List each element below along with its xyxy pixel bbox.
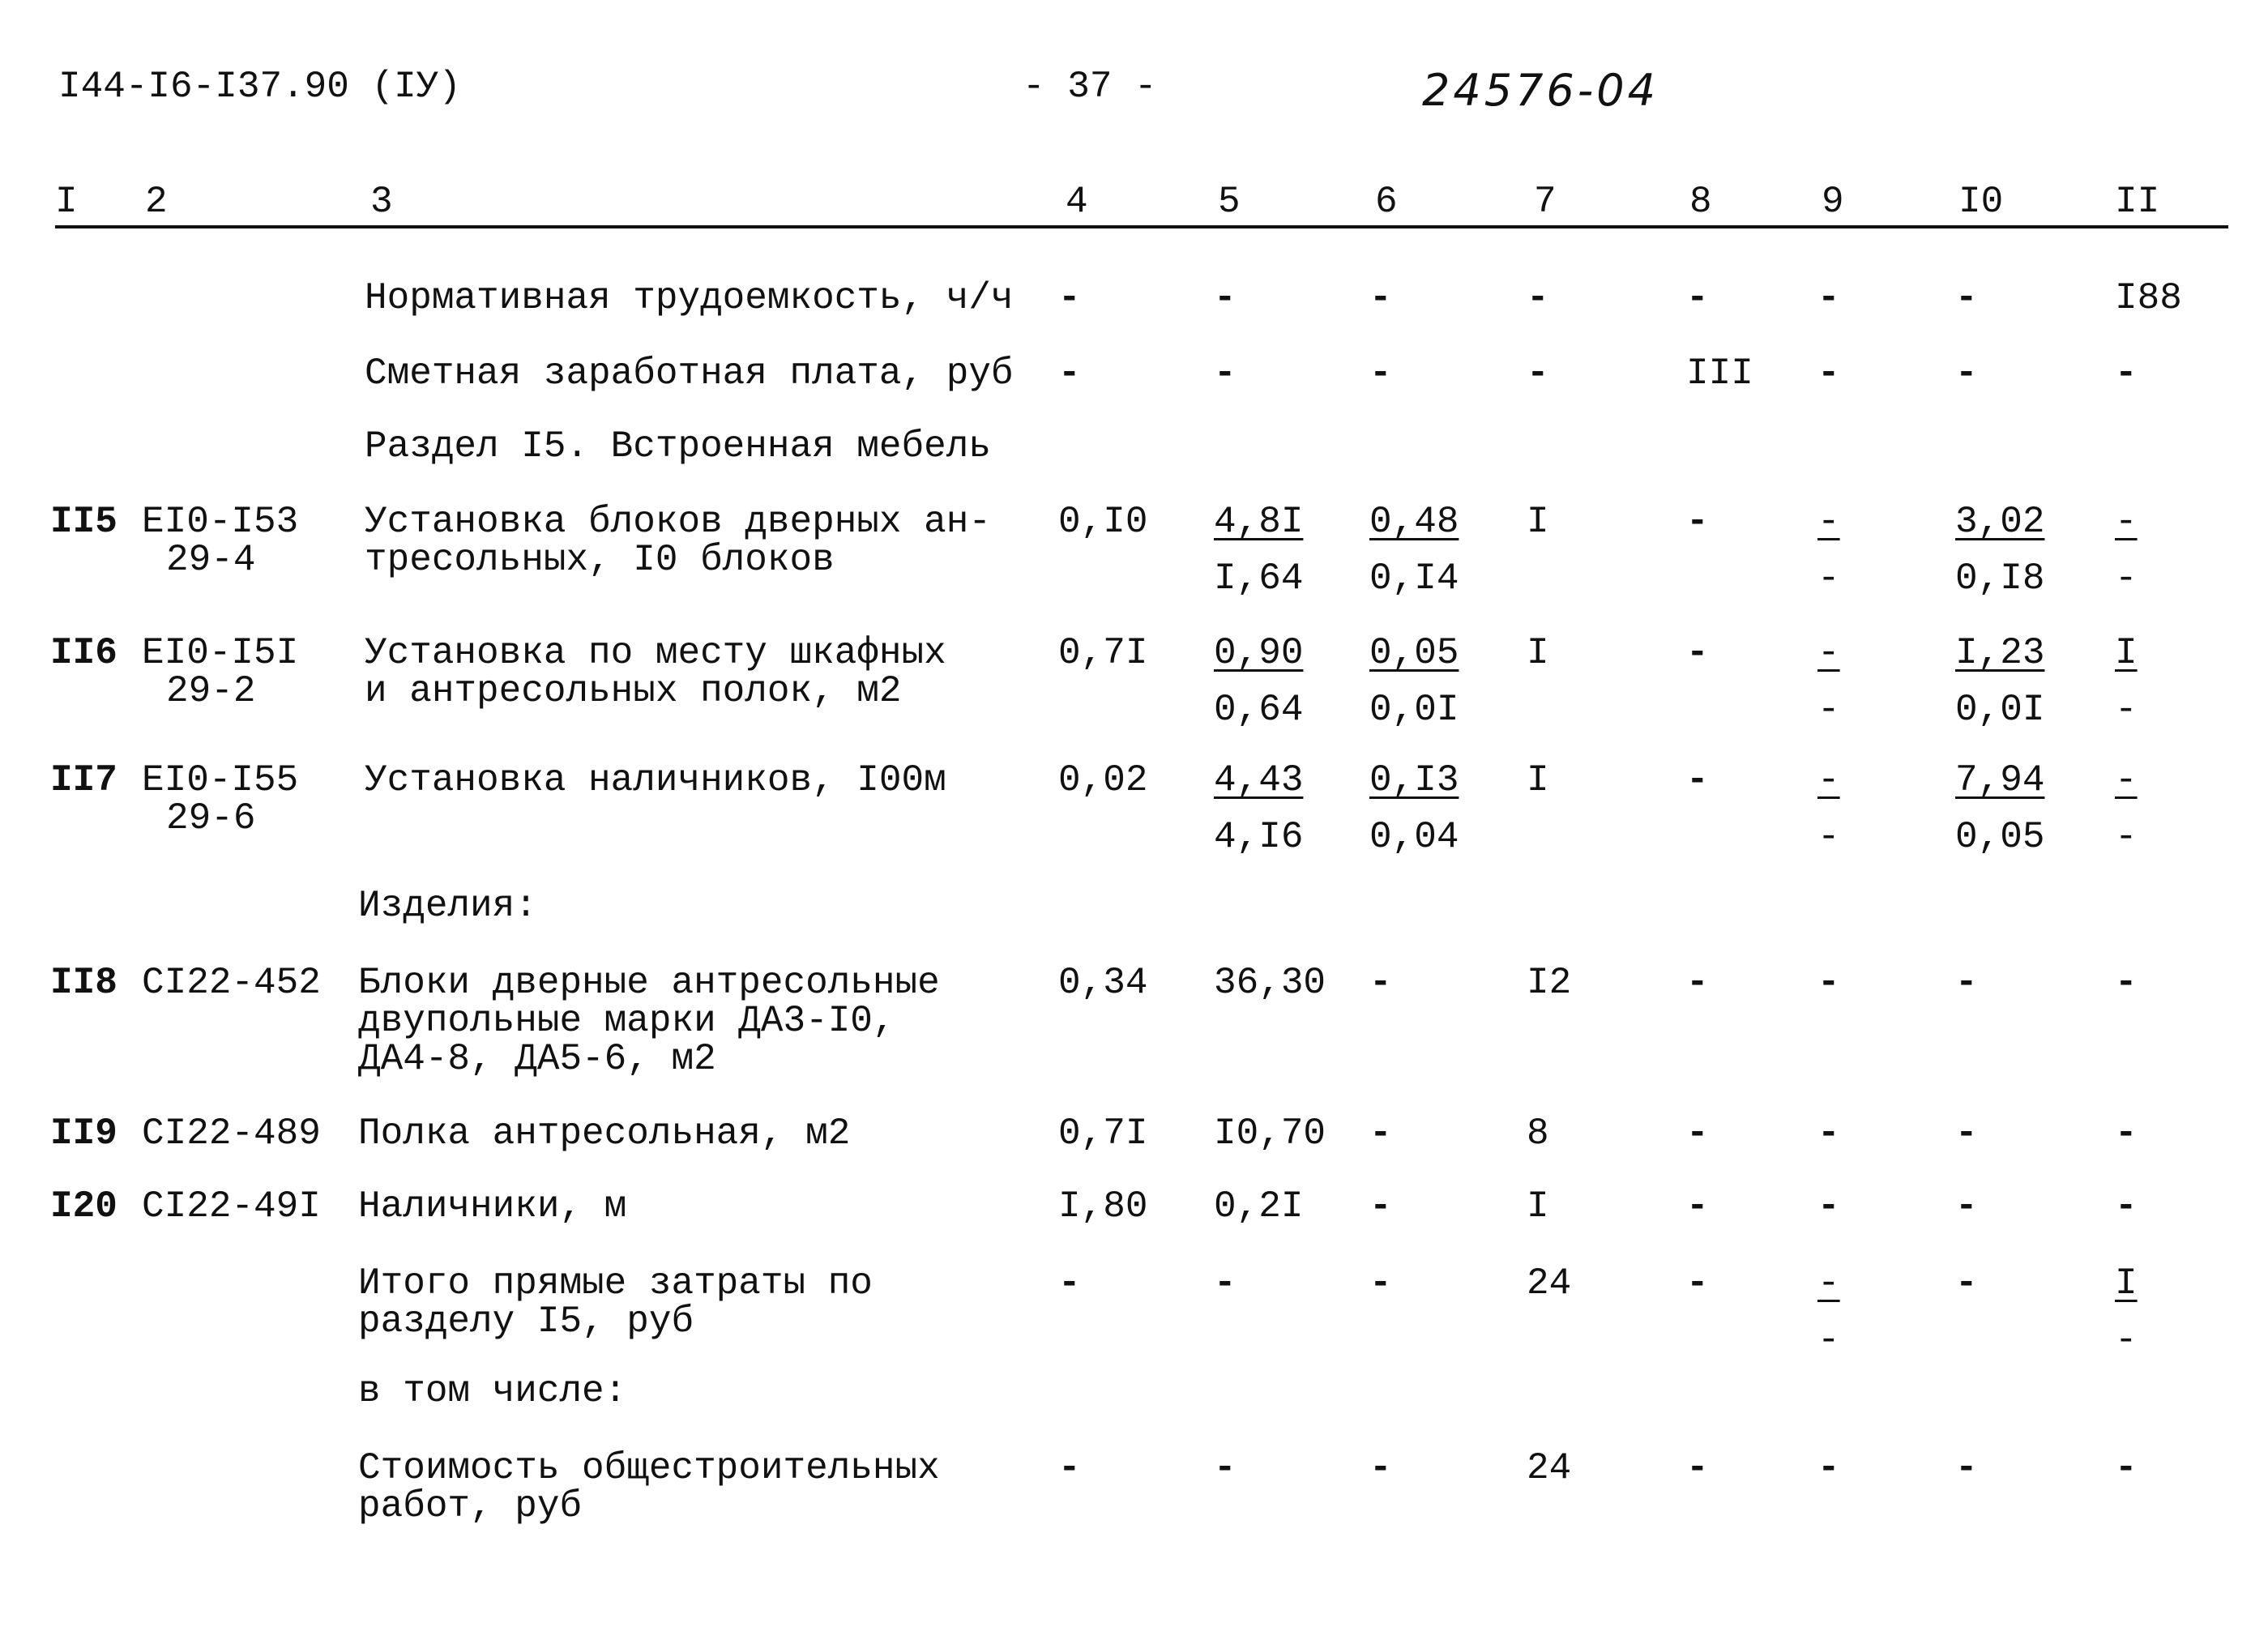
header-rule (55, 225, 2228, 228)
table-cell: - (1955, 352, 1978, 395)
table-cell: - (1058, 277, 1081, 319)
price-code: EI0-I55 (142, 759, 299, 801)
fraction-numerator: 7,94 (1955, 759, 2045, 801)
table-cell: - (1817, 352, 1840, 395)
column-header-4: 4 (1066, 181, 1088, 223)
table-cell: 0,02 (1058, 759, 1148, 801)
table-cell: - (1817, 277, 1840, 319)
fraction-denominator: - (2115, 557, 2138, 600)
table-cell: 36,30 (1214, 962, 1326, 1004)
table-cell: - (1369, 1262, 1392, 1305)
table-cell: I (1527, 759, 1549, 801)
table-cell: - (1527, 352, 1549, 395)
table-cell: - (1955, 1262, 1978, 1305)
fraction-numerator: I (2115, 632, 2138, 674)
document-code: I44-I6-I37.90 (IУ) (58, 66, 461, 108)
price-code: 29-4 (166, 539, 256, 581)
table-cell: 24 (1527, 1447, 1572, 1489)
column-header-2: 2 (145, 181, 168, 223)
table-cell: - (1214, 277, 1237, 319)
column-header-1: I (55, 181, 78, 223)
table-cell: - (1369, 1447, 1392, 1489)
table-cell: - (1369, 352, 1392, 395)
table-cell: - (1955, 1447, 1978, 1489)
table-cell: I (1527, 632, 1549, 674)
fraction-denominator: - (2115, 689, 2138, 731)
fraction-numerator: - (1817, 501, 1840, 543)
table-cell: - (1686, 501, 1709, 543)
table-cell: - (1817, 1447, 1840, 1489)
table-cell: - (1527, 277, 1549, 319)
column-header-5: 5 (1218, 181, 1241, 223)
column-header-10: I0 (1958, 181, 2004, 223)
fraction-numerator: 0,05 (1369, 632, 1459, 674)
price-code: 29-2 (166, 670, 256, 712)
fraction-numerator: - (2115, 501, 2138, 543)
item-description: работ, руб (358, 1485, 583, 1527)
fraction-denominator: - (1817, 1319, 1840, 1361)
table-cell: - (1058, 352, 1081, 395)
table-cell: - (1686, 759, 1709, 801)
fraction-denominator: 0,I8 (1955, 557, 2045, 600)
table-cell: - (2115, 1112, 2138, 1155)
column-header-11: II (2115, 181, 2160, 223)
column-header-6: 6 (1375, 181, 1398, 223)
table-cell: - (2115, 962, 2138, 1004)
row-number: II8 (50, 962, 117, 1004)
fraction-numerator: I (2115, 1262, 2138, 1305)
price-code: CI22-49I (142, 1185, 321, 1228)
row-number: II9 (50, 1112, 117, 1155)
table-cell: - (1817, 1185, 1840, 1228)
item-description: Полка антресольная, м2 (358, 1112, 851, 1155)
section-label: в том числе: (358, 1370, 627, 1412)
table-cell: 0,7I (1058, 632, 1148, 674)
item-description: тресольных, I0 блоков (365, 539, 835, 581)
fraction-numerator: 0,48 (1369, 501, 1459, 543)
column-header-3: 3 (370, 181, 393, 223)
table-cell: 0,34 (1058, 962, 1148, 1004)
fraction-denominator: - (2115, 816, 2138, 858)
table-cell: 24 (1527, 1262, 1572, 1305)
column-header-8: 8 (1689, 181, 1712, 223)
row-number: II5 (50, 501, 117, 543)
table-cell: - (1955, 962, 1978, 1004)
table-cell: III (1686, 352, 1753, 395)
fraction-numerator: 0,I3 (1369, 759, 1459, 801)
fraction-numerator: - (1817, 632, 1840, 674)
page-number: - 37 - (1023, 66, 1157, 108)
table-cell: - (1369, 962, 1392, 1004)
table-cell: - (1817, 1112, 1840, 1155)
item-description: Наличники, м (358, 1185, 627, 1228)
price-code: EI0-I53 (142, 501, 299, 543)
price-code: 29-6 (166, 797, 256, 839)
table-cell: I0,70 (1214, 1112, 1326, 1155)
fraction-denominator: 4,I6 (1214, 816, 1304, 858)
table-cell: - (1817, 962, 1840, 1004)
fraction-numerator: - (1817, 759, 1840, 801)
section-label: Раздел I5. Встроенная мебель (365, 425, 991, 468)
table-cell: - (1058, 1262, 1081, 1305)
fraction-denominator: - (1817, 689, 1840, 731)
fraction-denominator: 0,04 (1369, 816, 1459, 858)
section-label: Изделия: (358, 885, 537, 927)
table-cell: - (1686, 1447, 1709, 1489)
fraction-denominator: - (1817, 557, 1840, 600)
table-cell: 8 (1527, 1112, 1549, 1155)
table-cell: - (1686, 1262, 1709, 1305)
item-description: Установка блоков дверных ан- (365, 501, 991, 543)
table-cell: I2 (1527, 962, 1572, 1004)
table-cell: - (1955, 277, 1978, 319)
table-cell: - (2115, 1185, 2138, 1228)
item-description: Нормативная трудоемкость, ч/ч (365, 277, 1014, 319)
fraction-numerator: 4,8I (1214, 501, 1304, 543)
table-cell: - (1058, 1447, 1081, 1489)
table-cell: I,80 (1058, 1185, 1148, 1228)
table-cell: - (1214, 1262, 1237, 1305)
price-code: EI0-I5I (142, 632, 299, 674)
table-cell: 0,I0 (1058, 501, 1148, 543)
item-description: и антресольных полок, м2 (365, 670, 902, 712)
table-cell: - (2115, 352, 2138, 395)
item-description: ДА4-8, ДА5-6, м2 (358, 1038, 716, 1080)
fraction-denominator: 0,0I (1369, 689, 1459, 731)
table-cell: I88 (2115, 277, 2182, 319)
item-description: разделу I5, руб (358, 1300, 694, 1343)
fraction-denominator: 0,0I (1955, 689, 2045, 731)
table-cell: I (1527, 501, 1549, 543)
table-cell: - (1686, 962, 1709, 1004)
table-cell: 0,7I (1058, 1112, 1148, 1155)
table-cell: - (1955, 1112, 1978, 1155)
fraction-numerator: I,23 (1955, 632, 2045, 674)
item-description: Стоимость общестроительных (358, 1447, 940, 1489)
fraction-denominator: 0,64 (1214, 689, 1304, 731)
table-cell: - (1369, 1185, 1392, 1228)
item-description: двупольные марки ДА3-I0, (358, 1000, 895, 1042)
fraction-denominator: 0,I4 (1369, 557, 1459, 600)
table-cell: - (1214, 352, 1237, 395)
table-cell: I (1527, 1185, 1549, 1228)
fraction-numerator: 3,02 (1955, 501, 2045, 543)
price-code: CI22-489 (142, 1112, 321, 1155)
item-description: Блоки дверные антресольные (358, 962, 940, 1004)
fraction-numerator: 0,90 (1214, 632, 1304, 674)
table-cell: - (1369, 1112, 1392, 1155)
column-header-7: 7 (1534, 181, 1557, 223)
item-description: Установка наличников, I00м (365, 759, 946, 801)
fraction-denominator: I,64 (1214, 557, 1304, 600)
handwritten-number: 24576-04 (1422, 65, 1659, 116)
table-cell: 0,2I (1214, 1185, 1304, 1228)
price-code: CI22-452 (142, 962, 321, 1004)
column-header-9: 9 (1822, 181, 1844, 223)
item-description: Сметная заработная плата, руб (365, 352, 1014, 395)
table-cell: - (1214, 1447, 1237, 1489)
fraction-numerator: - (2115, 759, 2138, 801)
fraction-denominator: - (1817, 816, 1840, 858)
row-number: II6 (50, 632, 117, 674)
table-cell: - (1686, 277, 1709, 319)
fraction-numerator: - (1817, 1262, 1840, 1305)
fraction-denominator: - (2115, 1319, 2138, 1361)
table-cell: - (1369, 277, 1392, 319)
row-number: I20 (50, 1185, 117, 1228)
table-cell: - (1686, 1112, 1709, 1155)
row-number: II7 (50, 759, 117, 801)
item-description: Итого прямые затраты по (358, 1262, 873, 1305)
table-cell: - (1955, 1185, 1978, 1228)
table-cell: - (1686, 632, 1709, 674)
fraction-numerator: 4,43 (1214, 759, 1304, 801)
fraction-denominator: 0,05 (1955, 816, 2045, 858)
item-description: Установка по месту шкафных (365, 632, 946, 674)
table-cell: - (2115, 1447, 2138, 1489)
table-cell: - (1686, 1185, 1709, 1228)
